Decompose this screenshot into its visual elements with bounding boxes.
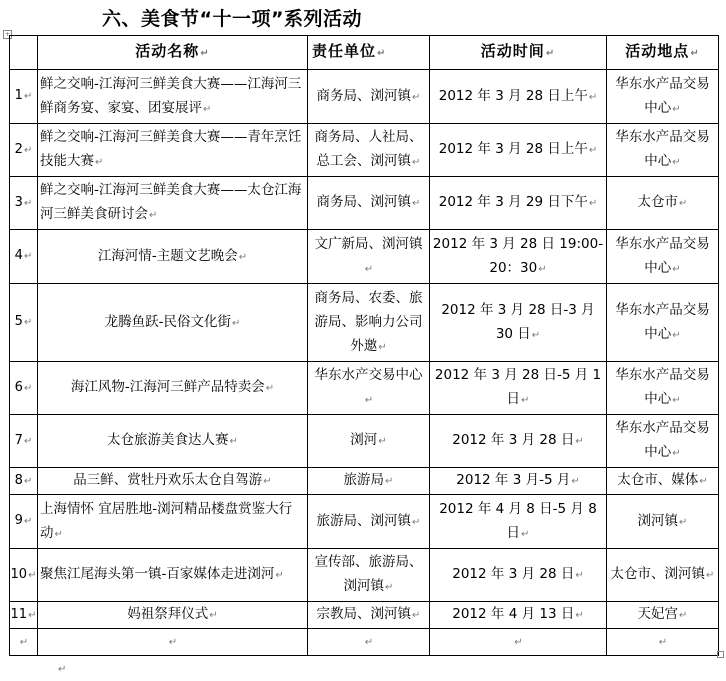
paragraph-mark: ↵ bbox=[265, 383, 275, 394]
activity-name-cell bbox=[38, 468, 308, 495]
activity-name-cell bbox=[38, 70, 308, 124]
paragraph-mark: ↵ bbox=[699, 476, 708, 487]
paragraph-mark: ↵ bbox=[679, 198, 688, 209]
row-number: 6 bbox=[14, 379, 23, 395]
responsible-unit-cell bbox=[308, 468, 430, 495]
paragraph-mark: ↵ bbox=[23, 197, 33, 209]
activity-name-cell bbox=[38, 602, 308, 629]
paragraph-mark: ↵ bbox=[23, 516, 33, 527]
paragraph-mark: ↵ bbox=[538, 263, 547, 275]
activity-time: 2012 年 3 月 28 日 19:00-20：30 bbox=[432, 235, 604, 276]
row-number: 3 bbox=[14, 194, 23, 210]
responsible-unit: 浏河 bbox=[350, 432, 378, 448]
paragraph-mark: ↵ bbox=[364, 395, 374, 406]
paragraph-mark: ↵ bbox=[514, 637, 523, 648]
activity-name-cell bbox=[38, 415, 308, 468]
paragraph-mark: ↵ bbox=[412, 610, 421, 621]
activity-name: 海江风物-江海河三鲜产品特卖会 bbox=[70, 379, 265, 395]
activity-place-cell bbox=[607, 177, 719, 230]
table-row bbox=[10, 230, 719, 284]
activity-place: 华东水产品交易中心 bbox=[615, 235, 710, 276]
activity-name: 龙腾鱼跃-民俗文化街 bbox=[104, 313, 231, 330]
table-row bbox=[10, 284, 719, 362]
table-row bbox=[10, 602, 719, 629]
activity-name: 鲜之交响-江海河三鲜美食大赛——江海河三鲜商务宴、家宴、团宴展评 bbox=[40, 75, 302, 116]
activity-name-cell bbox=[38, 177, 308, 230]
activity-name-cell bbox=[38, 124, 308, 177]
activity-place: 太仓市、媒体 bbox=[617, 472, 699, 488]
activity-time: 2012 年 3 月 28 日上午 bbox=[438, 87, 588, 104]
activity-name: 上海情怀 宜居胜地-浏河精品楼盘赏鉴大行动 bbox=[40, 500, 293, 541]
paragraph-mark: ↵ bbox=[23, 382, 33, 394]
activity-time-cell bbox=[430, 230, 607, 284]
activity-time-cell bbox=[430, 362, 607, 415]
paragraph-mark: ↵ bbox=[209, 610, 218, 621]
activity-time: 2012 年 3 月 28 日上午 bbox=[438, 141, 588, 157]
responsible-unit-cell bbox=[308, 362, 430, 415]
activity-time-cell bbox=[430, 177, 607, 230]
table-resize-handle[interactable] bbox=[717, 651, 724, 658]
activity-place: 华东水产品交易中心 bbox=[615, 129, 710, 169]
activity-name: 鲜之交响-江海河三鲜美食大赛——太仓江海河三鲜美食研讨会 bbox=[40, 182, 302, 222]
row-number-cell bbox=[10, 124, 38, 177]
paragraph-mark: ↵ bbox=[672, 329, 681, 341]
activity-name: 太仓旅游美食达人赛 bbox=[107, 432, 229, 448]
activity-time-cell bbox=[430, 549, 607, 602]
header-activity-time: 活动时间↵ bbox=[430, 36, 607, 70]
activity-time-cell bbox=[430, 468, 607, 495]
activity-place-cell bbox=[607, 124, 719, 177]
paragraph-mark: ↵ bbox=[672, 157, 681, 168]
responsible-unit-cell bbox=[308, 284, 430, 362]
paragraph-mark: ↵ bbox=[28, 569, 37, 581]
activity-place-cell bbox=[607, 468, 719, 495]
activity-name: 聚焦江尾海头第一镇-百家媒体走进浏河 bbox=[40, 566, 275, 582]
row-number: 9 bbox=[14, 513, 23, 528]
activity-place: 华东水产品交易中心 bbox=[615, 367, 710, 407]
paragraph-mark: ↵ bbox=[378, 341, 387, 353]
row-number: 8 bbox=[14, 472, 23, 488]
paragraph-mark: ↵ bbox=[672, 395, 681, 406]
paragraph-mark: ↵ bbox=[168, 637, 178, 648]
paragraph-mark: ↵ bbox=[531, 329, 541, 341]
table-row bbox=[10, 362, 719, 415]
activity-place-cell bbox=[607, 629, 719, 656]
activity-place: 太仓市 bbox=[637, 194, 679, 210]
row-number-cell bbox=[10, 415, 38, 468]
paragraph-mark: ↵ bbox=[58, 664, 67, 675]
paragraph-mark: ↵ bbox=[275, 570, 284, 581]
responsible-unit: 宗教局、浏河镇 bbox=[316, 606, 412, 622]
responsible-unit-cell bbox=[308, 495, 430, 549]
activity-name: 鲜之交响-江海河三鲜美食大赛——青年烹饪技能大赛 bbox=[40, 129, 302, 169]
activity-time: 2012 年 3 月 28 日-5 月 1 日 bbox=[434, 367, 602, 407]
document-title: 六、美食节“十一项”系列活动 bbox=[102, 8, 362, 30]
table-header-row bbox=[10, 36, 719, 70]
activity-time: 2012 年 3 月 28 日-3 月 30 日 bbox=[441, 301, 595, 342]
activity-name-cell bbox=[38, 495, 308, 549]
paragraph-mark: ↵ bbox=[588, 198, 598, 209]
activity-time-cell bbox=[430, 495, 607, 549]
activity-time-cell bbox=[430, 70, 607, 124]
paragraph-mark: ↵ bbox=[28, 609, 37, 621]
paragraph-mark: ↵ bbox=[263, 476, 272, 487]
paragraph-mark: ↵ bbox=[521, 395, 530, 406]
row-number: 10 bbox=[10, 566, 28, 582]
activity-place: 华东水产品交易中心 bbox=[615, 301, 710, 342]
responsible-unit-cell bbox=[308, 124, 430, 177]
row-number-cell bbox=[10, 629, 38, 656]
table-row bbox=[10, 468, 719, 495]
header-activity-place: 活动地点↵ bbox=[607, 36, 719, 70]
table-move-handle[interactable]: + bbox=[4, 31, 11, 38]
activity-place-cell bbox=[607, 415, 719, 468]
paragraph-mark: ↵ bbox=[364, 263, 374, 275]
responsible-unit: 商务局、浏河镇 bbox=[316, 194, 412, 210]
paragraph-mark: ↵ bbox=[23, 475, 33, 487]
row-number-cell bbox=[10, 549, 38, 602]
row-number-cell bbox=[10, 468, 38, 495]
activity-table bbox=[9, 35, 719, 656]
paragraph-mark: ↵ bbox=[679, 516, 688, 528]
activity-place-cell bbox=[607, 602, 719, 629]
paragraph-mark: ↵ bbox=[19, 636, 29, 648]
paragraph-mark: ↵ bbox=[412, 198, 421, 209]
activity-name-cell bbox=[38, 629, 308, 656]
header-activity-name: 活动名称↵ bbox=[38, 36, 308, 70]
paragraph-mark: ↵ bbox=[412, 516, 421, 528]
row-number-cell bbox=[10, 362, 38, 415]
activity-time: 2012 年 4 月 8 日-5 月 8 日 bbox=[439, 500, 597, 541]
activity-place: 太仓市、浏河镇 bbox=[610, 566, 706, 582]
paragraph-mark: ↵ bbox=[231, 317, 241, 329]
activity-time: 2012 年 3 月 29 日下午 bbox=[438, 194, 588, 210]
activity-name-cell bbox=[38, 284, 308, 362]
row-number: 1 bbox=[14, 88, 23, 103]
table-row bbox=[10, 415, 719, 468]
paragraph-mark: ↵ bbox=[23, 144, 33, 156]
responsible-unit-cell bbox=[308, 177, 430, 230]
paragraph-mark: ↵ bbox=[521, 528, 530, 540]
table-row bbox=[10, 629, 719, 656]
activity-place-cell bbox=[607, 230, 719, 284]
activity-time-cell bbox=[430, 124, 607, 177]
activity-time-cell bbox=[430, 284, 607, 362]
row-number: 5 bbox=[14, 314, 23, 329]
responsible-unit-cell bbox=[308, 549, 430, 602]
row-number-cell bbox=[10, 230, 38, 284]
paragraph-mark: ↵ bbox=[95, 157, 104, 168]
paragraph-mark: ↵ bbox=[588, 91, 598, 103]
paragraph-mark: ↵ bbox=[575, 610, 584, 621]
paragraph-mark: ↵ bbox=[238, 251, 248, 263]
header-responsible-unit: 责任单位↵ bbox=[308, 36, 430, 70]
activity-place: 天妃宫 bbox=[637, 606, 679, 622]
activity-time-cell bbox=[430, 629, 607, 656]
paragraph-mark: ↵ bbox=[412, 91, 421, 103]
activity-name: 江海河情-主题文艺晚会 bbox=[97, 247, 238, 264]
paragraph-mark: ↵ bbox=[23, 91, 33, 102]
activity-place: 浏河镇 bbox=[637, 512, 679, 529]
activity-time: 2012 年 3 月 28 日 bbox=[452, 432, 575, 448]
paragraph-mark: ↵ bbox=[149, 210, 158, 221]
paragraph-mark: ↵ bbox=[385, 582, 394, 593]
paragraph-mark: ↵ bbox=[672, 448, 681, 459]
activity-time: 2012 年 3 月-5 月 bbox=[456, 472, 571, 488]
responsible-unit-cell bbox=[308, 602, 430, 629]
paragraph-mark: ↵ bbox=[54, 528, 63, 540]
activity-time: 2012 年 3 月 28 日 bbox=[452, 566, 575, 582]
paragraph-mark: ↵ bbox=[571, 476, 580, 487]
responsible-unit: 华东水产交易中心 bbox=[314, 367, 423, 383]
activity-place-cell bbox=[607, 495, 719, 549]
paragraph-mark: ↵ bbox=[203, 103, 212, 115]
paragraph-mark: ↵ bbox=[575, 436, 584, 447]
responsible-unit: 旅游局、浏河镇 bbox=[316, 512, 412, 529]
paragraph-mark: ↵ bbox=[706, 570, 715, 581]
activity-place-cell bbox=[607, 362, 719, 415]
activity-time: 2012 年 4 月 13 日 bbox=[452, 606, 575, 622]
paragraph-mark: ↵ bbox=[23, 435, 33, 447]
paragraph-mark: ↵ bbox=[575, 570, 584, 581]
table-row bbox=[10, 70, 719, 124]
activity-place-cell bbox=[607, 284, 719, 362]
activity-name: 妈祖祭拜仪式 bbox=[127, 606, 209, 622]
responsible-unit-cell bbox=[308, 415, 430, 468]
paragraph-mark: ↵ bbox=[378, 436, 387, 447]
responsible-unit: 旅游局 bbox=[343, 472, 385, 488]
activity-time-cell bbox=[430, 602, 607, 629]
paragraph-mark: ↵ bbox=[385, 476, 394, 487]
activity-name-cell bbox=[38, 230, 308, 284]
paragraph-mark: ↵ bbox=[23, 317, 33, 328]
row-number: 11 bbox=[10, 606, 28, 622]
responsible-unit-cell bbox=[308, 629, 430, 656]
activity-place: 华东水产品交易中心 bbox=[615, 75, 710, 116]
paragraph-mark: ↵ bbox=[364, 637, 374, 648]
responsible-unit: 商务局、农委、旅游局、影响力公司外邀 bbox=[314, 289, 423, 354]
paragraph-mark: ↵ bbox=[672, 263, 681, 275]
activity-name-cell bbox=[38, 549, 308, 602]
responsible-unit-cell bbox=[308, 230, 430, 284]
responsible-unit: 宣传部、旅游局、浏河镇 bbox=[314, 554, 423, 594]
row-number-cell bbox=[10, 495, 38, 549]
responsible-unit: 文广新局、浏河镇 bbox=[314, 235, 423, 252]
paragraph-mark: ↵ bbox=[658, 637, 668, 648]
paragraph-mark: ↵ bbox=[412, 157, 421, 168]
header-no bbox=[10, 36, 38, 70]
activity-time-cell bbox=[430, 415, 607, 468]
row-number-cell bbox=[10, 284, 38, 362]
activity-place-cell bbox=[607, 549, 719, 602]
activity-name-cell bbox=[38, 362, 308, 415]
row-number-cell bbox=[10, 177, 38, 230]
row-number-cell bbox=[10, 602, 38, 629]
table-row bbox=[10, 177, 719, 230]
responsible-unit: 商务局、浏河镇 bbox=[316, 87, 412, 104]
row-number-cell bbox=[10, 70, 38, 124]
paragraph-mark: ↵ bbox=[229, 436, 238, 447]
paragraph-mark: ↵ bbox=[679, 610, 688, 621]
activity-place: 华东水产品交易中心 bbox=[615, 420, 710, 460]
paragraph-mark: ↵ bbox=[588, 145, 598, 156]
responsible-unit: 商务局、人社局、总工会、浏河镇 bbox=[314, 129, 423, 169]
table-row bbox=[10, 495, 719, 549]
activity-name: 品三鲜、赏牡丹欢乐太仓自驾游 bbox=[73, 472, 263, 488]
row-number: 4 bbox=[14, 248, 23, 263]
responsible-unit-cell bbox=[308, 70, 430, 124]
paragraph-mark: ↵ bbox=[23, 251, 33, 262]
row-number: 2 bbox=[14, 141, 23, 157]
row-number: 7 bbox=[14, 432, 23, 448]
table-row bbox=[10, 549, 719, 602]
activity-place-cell bbox=[607, 70, 719, 124]
paragraph-mark: ↵ bbox=[672, 103, 681, 115]
table-row bbox=[10, 124, 719, 177]
